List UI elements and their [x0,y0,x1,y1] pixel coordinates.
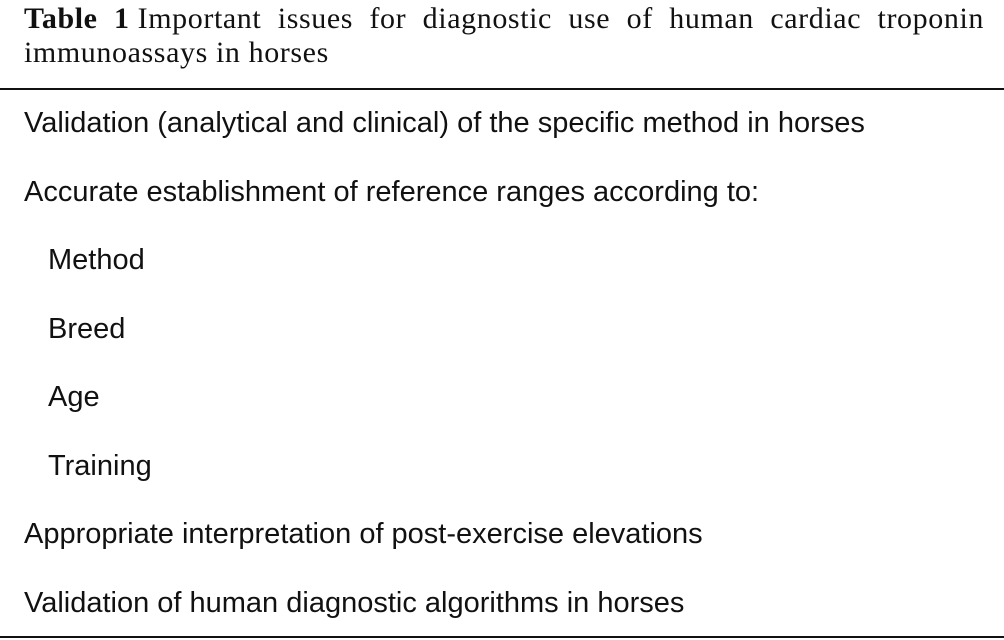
table-bottom-rule [0,636,1004,638]
table-body [0,90,1004,638]
table-row [0,227,1004,296]
table-row-text: Validation (analytical and clinical) of the specific method in horses [24,107,865,139]
table-row [0,159,1004,228]
table-caption-text: Important issues for diagnostic use of human cardiac troponin immunoassays in horses [24,2,984,69]
table-row-text: Validation of human diagnostic algorithms in horses [24,586,685,619]
table-row-text: Breed [48,312,126,345]
table-row [0,296,1004,365]
table-caption [24,2,984,70]
table-row [0,570,1004,639]
table-row [0,364,1004,433]
table-caption-label: Table 1 [24,2,130,35]
table-row-text: Appropriate interpretation of post-exercise elevations [24,518,703,550]
table-row-text: Accurate establishment of reference ranges according to: [24,175,760,208]
table-row [0,433,1004,502]
table-row-text: Training [48,449,152,482]
table-row-text: Method [48,244,145,276]
table-row [0,501,1004,570]
table-row-text: Age [48,381,100,413]
table-row [0,90,1004,159]
